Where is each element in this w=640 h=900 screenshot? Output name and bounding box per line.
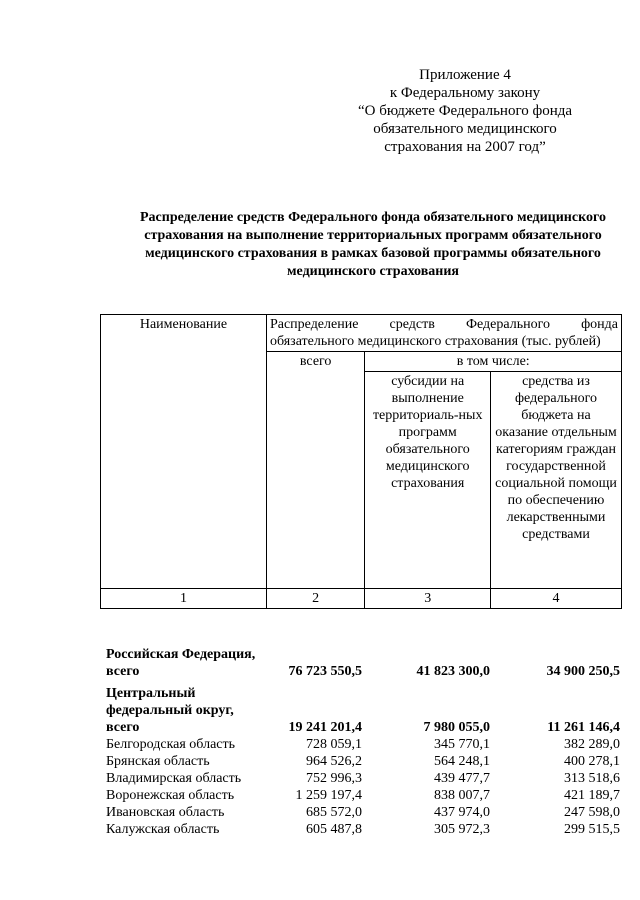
row-federal: 313 518,6 — [564, 771, 620, 786]
row-total: 76 723 550,5 — [288, 664, 362, 679]
table-row — [106, 770, 620, 787]
table-header — [100, 314, 622, 609]
header-name: Наименование — [101, 315, 267, 589]
row-name: Воронежская область — [106, 788, 235, 803]
title-line: Распределение средств Федерального фонда обязательного медицинского — [140, 210, 606, 225]
row-total: 1 259 197,4 — [295, 788, 362, 803]
row-federal: 382 289,0 — [564, 737, 620, 752]
row-name: Центральный федеральный округ, всего — [106, 686, 234, 735]
row-federal: 400 278,1 — [564, 754, 620, 769]
table-row — [106, 804, 620, 821]
row-total: 728 059,1 — [306, 737, 362, 752]
header-distribution: Распределение средств Федерального фонда обязательного медицинского страхования (тыс. рублей) — [266, 315, 621, 352]
row-name: Владимирская область — [106, 771, 242, 786]
table-row — [106, 821, 620, 838]
appendix-header — [300, 66, 630, 156]
column-number: 4 — [491, 589, 622, 609]
table-row — [106, 787, 620, 804]
row-subsidies: 305 972,3 — [434, 822, 490, 837]
row-subsidies: 439 477,7 — [434, 771, 490, 786]
row-subsidies: 838 007,7 — [434, 788, 490, 803]
column-number: 1 — [101, 589, 267, 609]
table-row — [106, 646, 620, 680]
table-row — [106, 685, 620, 736]
row-total: 605 487,8 — [306, 822, 362, 837]
appendix-line: обязательного медицинского — [373, 121, 557, 137]
row-subsidies: 41 823 300,0 — [416, 664, 490, 679]
row-name: Калужская область — [106, 822, 220, 837]
row-subsidies: 345 770,1 — [434, 737, 490, 752]
row-federal: 34 900 250,5 — [546, 664, 620, 679]
header-including: в том числе: — [365, 352, 622, 372]
row-total: 685 572,0 — [306, 805, 362, 820]
title-line: страхования на выполнение территориальных программ обязательного — [144, 228, 602, 243]
row-name: Российская Федерация, всего — [106, 647, 256, 679]
header-federal-funds: средства из федерального бюджета на оказание отдельным категориям граждан государственной социальной помощи по обеспечению лекарственными средствами — [491, 372, 622, 589]
header-subsidies: субсидии на выполнение территориаль-ных программ обязательного медицинского страхования — [365, 372, 491, 589]
document-title — [108, 209, 638, 281]
row-name: Брянская область — [106, 754, 210, 769]
row-name: Ивановская область — [106, 805, 225, 820]
table-row — [106, 753, 620, 770]
appendix-line: Приложение 4 — [419, 67, 511, 83]
row-federal: 247 598,0 — [564, 805, 620, 820]
row-federal: 11 261 146,4 — [547, 720, 620, 735]
column-number: 2 — [266, 589, 364, 609]
row-total: 752 996,3 — [306, 771, 362, 786]
table-body — [106, 646, 620, 838]
row-subsidies: 7 980 055,0 — [423, 720, 490, 735]
row-total: 964 526,2 — [306, 754, 362, 769]
row-subsidies: 564 248,1 — [434, 754, 490, 769]
appendix-line: “О бюджете Федерального фонда — [357, 103, 573, 119]
appendix-line: к Федеральному закону — [389, 85, 541, 101]
row-name: Белгородская область — [106, 737, 236, 752]
row-federal: 421 189,7 — [564, 788, 620, 803]
row-federal: 299 515,5 — [564, 822, 620, 837]
title-line: медицинского страхования в рамках базовой программы обязательного — [145, 246, 601, 261]
column-number: 3 — [365, 589, 491, 609]
appendix-line: страхования на 2007 год” — [384, 139, 546, 155]
header-total: всего — [266, 352, 364, 589]
row-total: 19 241 201,4 — [288, 720, 362, 735]
table-row — [106, 736, 620, 753]
title-line: медицинского страхования — [287, 264, 459, 279]
row-subsidies: 437 974,0 — [434, 805, 490, 820]
